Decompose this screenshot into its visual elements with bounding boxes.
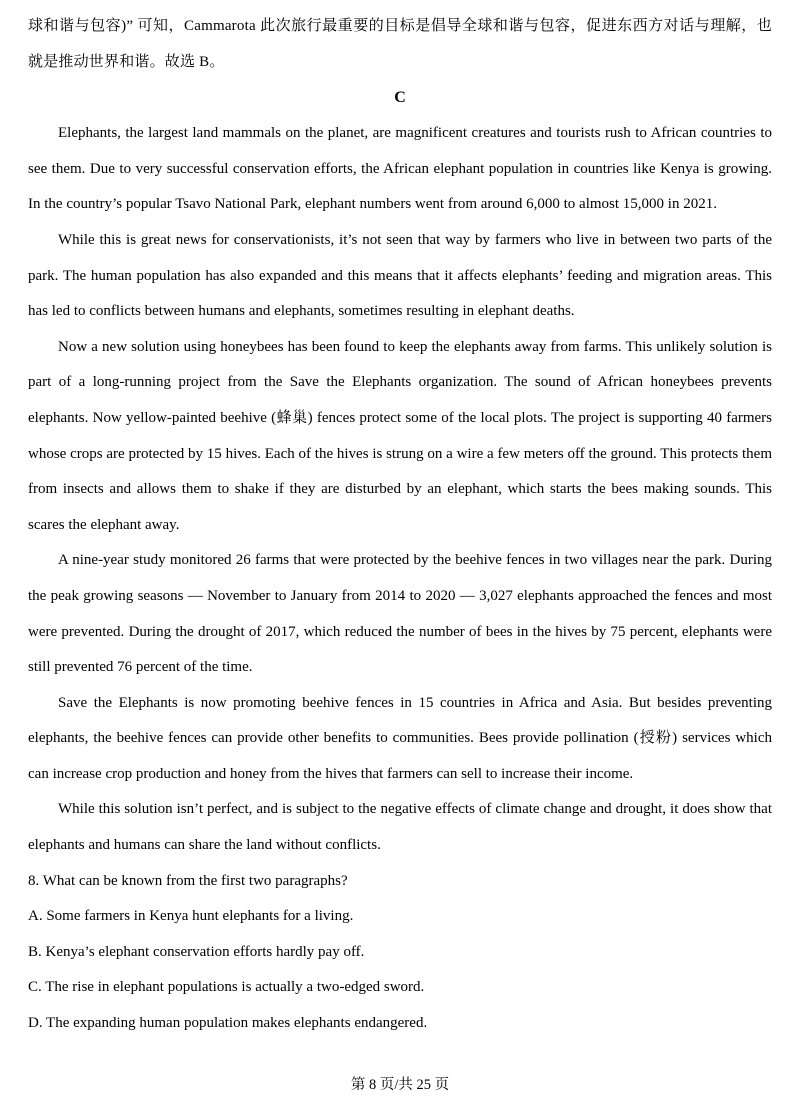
page-footer: 第 8 页/共 25 页: [350, 1077, 450, 1093]
passage-paragraph: While this is great news for conservationists, it’s not seen that way by farmers who live in between two parts of the park. The human population has also expanded and this means that it affects elephants’ feeding and migration areas. This has led to conflicts between humans and elephants, sometimes resulting in elephant deaths.: [28, 231, 772, 320]
passage-paragraph: While this solution isn’t perfect, and is subject to the negative effects of climate change and drought, it does show that elephants and humans can share the land without conflicts.: [28, 801, 772, 854]
passage-paragraph: Save the Elephants is now promoting beehive fences in 15 countries in Africa and Asia. But besides preventing elephants, the beehive fences can provide other benefits to communities. Bees provide pollination (授粉) services which can increase crop production and honey from the hives that farmers can sell to increase their income.: [28, 694, 772, 782]
passage-paragraph: Now a new solution using honeybees has been found to keep the elephants away from farms. This unlikely solution is part of a long-running project from the Save the Elephants organization. The sound of African honeybees prevents elephants. Now yellow-painted beehive (蜂巢) fences protect some of the local plots. The project is supporting 40 farmers whose crops are protected by 15 hives. Each of the hives is strung on a wire a few meters off the ground. This protects them from insects and allows them to shake if they are disturbed by an elephant, which starts the bees making sounds. This scares the elephant away.: [28, 338, 772, 533]
answer-explanation-continuation: 球和谐与包容)” 可知，Cammarota 此次旅行最重要的目标是倡导全球和谐与包容，促进东西方对话与理解，也就是推动世界和谐。故选 B。: [28, 18, 772, 70]
question-option-b: B. Kenya’s elephant conservation efforts hardly pay off.: [28, 943, 365, 960]
question-option-d: D. The expanding human population makes elephants endangered.: [28, 1015, 428, 1032]
question-stem: 8. What can be known from the first two paragraphs?: [28, 872, 348, 889]
question-option-c: C. The rise in elephant populations is actually a two-edged sword.: [28, 979, 425, 996]
question-option-a: A. Some farmers in Kenya hunt elephants for a living.: [28, 908, 354, 925]
passage-paragraph: A nine-year study monitored 26 farms that were protected by the beehive fences in two villages near the park. During the peak growing seasons — November to January from 2014 to 2020 — 3,027 elephants approached the fences and most were prevented. During the drought of 2017, which reduced the number of bees in the hives by 75 percent, elephants were still prevented 76 percent of the time.: [28, 552, 772, 676]
passage-paragraph: Elephants, the largest land mammals on the planet, are magnificent creatures and tourists rush to African countries to see them. Due to very successful conservation efforts, the African elephant population in countries like Kenya is growing. In the country’s popular Tsavo National Park, elephant numbers went from around 6,000 to almost 15,000 in 2021.: [28, 125, 772, 213]
section-heading: C: [394, 89, 406, 107]
